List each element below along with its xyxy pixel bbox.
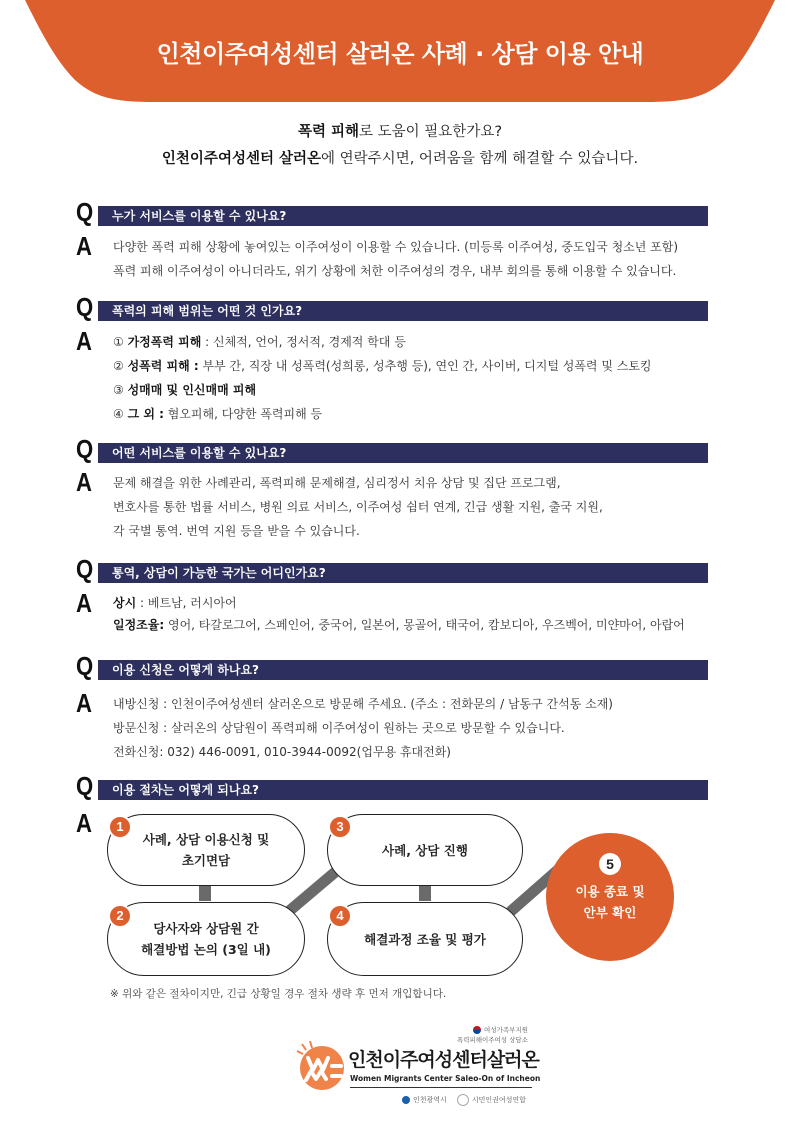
- q-label: Q: [76, 197, 94, 227]
- q-label: Q: [76, 771, 94, 801]
- incheon-logo-icon: [402, 1096, 410, 1104]
- a-label: A: [76, 326, 92, 356]
- a-label: A: [76, 467, 92, 497]
- answer-line: 폭력 피해 이주여성이 아니더라도, 위기 상황에 처한 이주여성의 경우, 내부 회의를 통해 이용할 수 있습니다.: [113, 264, 677, 278]
- sponsor-union: 시민인권여성연합: [457, 1094, 526, 1106]
- process-step-4: 해결과정 조율 및 평가: [327, 902, 523, 976]
- a-label: A: [76, 588, 92, 618]
- a-label: A: [76, 231, 92, 261]
- q-label: Q: [76, 554, 94, 584]
- answer-line: 각 국별 통역. 번역 지원 등을 받을 수 있습니다.: [113, 524, 360, 538]
- question-bar: 누가 서비스를 이용할 수 있나요?: [98, 206, 708, 226]
- a-label: A: [76, 808, 92, 838]
- answer-line: 변호사를 통한 법률 서비스, 병원 의료 서비스, 이주여성 쉼터 연계, 긴급 생활 지원, 출국 지원,: [113, 500, 603, 514]
- answer-line: 문제 해결을 위한 사례관리, 폭력피해 문제해결, 심리정서 치유 상담 및 집단 프로그램,: [113, 476, 561, 490]
- org-name-ko: 인천이주여성센터살러온: [348, 1049, 539, 1071]
- answer-item: ① 가정폭력 피해 : 신체적, 언어, 정서적, 경제적 학대 등: [113, 335, 406, 349]
- process-step-3: 사례, 상담 진행: [327, 814, 523, 886]
- divider: [350, 1087, 532, 1088]
- q-label: Q: [76, 292, 94, 322]
- process-note: ※ 위와 같은 절차이지만, 긴급 상황일 경우 절차 생략 후 먼저 개입합니다.: [110, 988, 447, 1000]
- step-number-3: 3: [328, 815, 352, 839]
- answer-line: 전화신청: 032) 446-0091, 010-3944-0092(업무용 휴대전화): [113, 745, 451, 759]
- answer-line: 다양한 폭력 피해 상황에 놓여있는 이주여성이 이용할 수 있습니다. (미등록 이주여성, 중도입국 청소년 포함): [113, 240, 679, 254]
- answer-item: ② 성폭력 피해 : 부부 간, 직장 내 성폭력(성희롱, 성추행 등), 연인 간, 사이버, 디지털 성폭력 및 스토킹: [113, 359, 652, 373]
- intro-line-1: 폭력 피해로 도움이 필요한가요?: [297, 124, 503, 140]
- answer-line: 방문신청 : 살러온의 상담원이 폭력피해 이주여성이 원하는 곳으로 방문할 수 있습니다.: [113, 721, 565, 735]
- answer-line: 내방신청 : 인천이주여성센터 살러온으로 방문해 주세요. (주소 : 전화문의 / 남동구 간석동 소재): [113, 697, 613, 711]
- connector-1-2: [199, 885, 211, 901]
- answer-item: 일정조율: 영어, 타갈로그어, 스페인어, 중국어, 일본어, 몽골어, 태국어, 캄보디아, 우즈벡어, 미얀마어, 아랍어: [113, 618, 685, 632]
- q-label: Q: [76, 651, 94, 681]
- union-logo-icon: [457, 1094, 469, 1106]
- step-number-4: 4: [328, 904, 352, 928]
- step-number-1: 1: [108, 815, 132, 839]
- answer-item: ③ 성매매 및 인신매매 피해: [113, 383, 257, 397]
- answer-item: ④ 그 외 : 혐오피해, 다양한 폭력피해 등: [113, 407, 323, 421]
- a-label: A: [76, 688, 92, 718]
- process-step-2: 당사자와 상담원 간 해결방법 논의 (3일 내): [107, 902, 305, 976]
- step-number-5: 5: [599, 853, 621, 875]
- process-step-5: 5 이용 종료 및 안부 확인: [546, 833, 674, 961]
- ministry-badge: 여성가족부지원 폭력피해이주여성 상담소: [456, 1026, 528, 1044]
- org-name-en: Women Migrants Center Saleo-On of Incheon: [350, 1074, 541, 1083]
- question-bar: 이용 절차는 어떻게 되나요?: [98, 780, 708, 800]
- question-bar: 어떤 서비스를 이용할 수 있나요?: [98, 443, 708, 463]
- process-step-1: 사례, 상담 이용신청 및 초기면담: [107, 814, 305, 886]
- step-number-2: 2: [108, 904, 132, 928]
- intro-line-2: 인천이주여성센터 살러온에 연락주시면, 어려움을 함께 해결할 수 있습니다.: [161, 151, 639, 167]
- sponsors: [402, 1094, 526, 1106]
- question-bar: 폭력의 피해 범위는 어떤 것 인가요?: [98, 301, 708, 321]
- wmc-logo-icon: [294, 1038, 348, 1092]
- taegeuk-icon: [473, 1026, 481, 1034]
- page-title: 인천이주여성센터 살러온 사례 · 상담 이용 안내: [156, 40, 644, 68]
- q-label: Q: [76, 434, 94, 464]
- sponsor-incheon: 인천광역시: [402, 1095, 447, 1105]
- connector-3-4: [419, 885, 431, 901]
- answer-item: 상시 : 베트남, 러시아어: [113, 596, 237, 610]
- question-bar: 이용 신청은 어떻게 하나요?: [98, 660, 708, 680]
- question-bar: 통역, 상담이 가능한 국가는 어디인가요?: [98, 563, 708, 583]
